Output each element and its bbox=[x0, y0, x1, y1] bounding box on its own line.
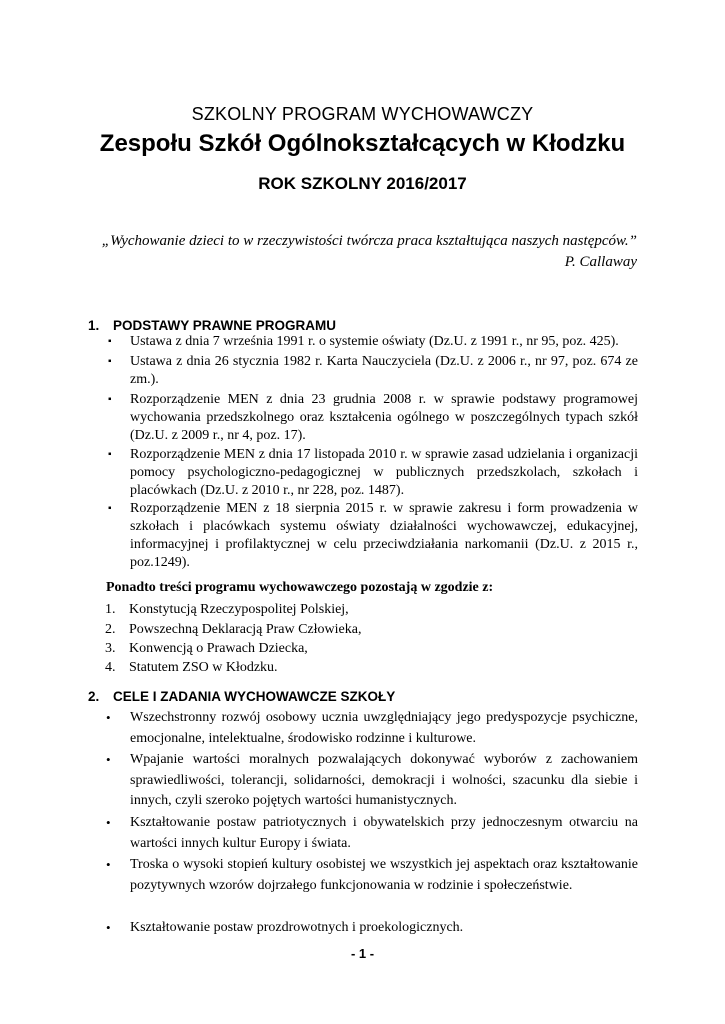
round-bullet-icon: • bbox=[106, 920, 111, 935]
section-1-number: 1. bbox=[88, 318, 100, 333]
list-item: ▪ Ustawa z dnia 7 września 1991 r. o systemie oświaty (Dz.U. z 1991 r., nr 95, poz. 425). bbox=[108, 334, 619, 349]
list-item: • Wszechstronny rozwój osobowy ucznia uwzględniający jego predyspozycje psychiczne, emocjonalne, intelektualne, środowisko rodzinne i kulturowe. bbox=[106, 710, 638, 746]
square-bullet-icon: ▪ bbox=[108, 449, 112, 460]
list-item: 1. Konstytucją Rzeczypospolitej Polskiej, bbox=[105, 602, 349, 617]
list-item: • Wpajanie wartości moralnych pozwalających dokonywać wyborów z zachowaniem sprawiedliwości, tolerancji, solidarności, demokracji i wolności, szacunku dla siebie i innych, czyli szeroko pojętych wartości humanistycznych. bbox=[106, 752, 638, 808]
program-title: SZKOLNY PROGRAM WYCHOWAWCZY bbox=[191, 104, 534, 124]
list-item: • Kształtowanie postaw patriotycznych i obywatelskich przy jednoczesnym otwarciu na wartości innych kultur Europy i świata. bbox=[106, 815, 638, 851]
list-item: 2. Powszechną Deklaracją Praw Człowieka, bbox=[105, 622, 362, 637]
round-bullet-icon: • bbox=[106, 752, 111, 767]
section-1-title: PODSTAWY PRAWNE PROGRAMU bbox=[113, 318, 337, 333]
section-1-heading bbox=[88, 318, 336, 333]
square-bullet-icon: ▪ bbox=[108, 503, 112, 514]
round-bullet-icon: • bbox=[106, 857, 111, 872]
list-item: ▪ Ustawa z dnia 26 stycznia 1982 r. Karta Nauczyciela (Dz.U. z 2006 r., nr 97, poz. 674 ze zm.). bbox=[108, 354, 638, 387]
section-2-number: 2. bbox=[88, 689, 100, 704]
list-item: ▪ Rozporządzenie MEN z dnia 23 grudnia 2008 r. w sprawie podstawy programowej wychowania przedszkolnego oraz kształcenia ogólnego w poszczególnych typach szkół (Dz.U. z 2009 r., nr 4, poz. 17). bbox=[108, 392, 638, 443]
square-bullet-icon: ▪ bbox=[108, 356, 112, 367]
list-item: ▪ Rozporządzenie MEN z dnia 17 listopada 2010 r. w sprawie zasad udzielania i organizacji pomocy psychologiczno-pedagogicznej w publicznych przedszkolach, szkołach i placówkach (Dz.U. z 2010 r., nr 228, poz. 1487). bbox=[108, 447, 638, 498]
school-year-title: ROK SZKOLNY 2016/2017 bbox=[258, 174, 467, 193]
round-bullet-icon: • bbox=[106, 710, 111, 725]
school-name-title: Zespołu Szkół Ogólnokształcących w Kłodzku bbox=[99, 130, 626, 157]
list-item: 3. Konwencją o Prawach Dziecka, bbox=[105, 641, 308, 656]
list-item: 4. Statutem ZSO w Kłodzku. bbox=[105, 660, 278, 675]
section-2-title: CELE I ZADANIA WYCHOWAWCZE SZKOŁY bbox=[113, 689, 396, 704]
list-item: • Troska o wysoki stopień kultury osobistej we wszystkich jej aspektach oraz kształtowanie pozytywnych wzorów dojrzałego funkcjonowania w rodzinie i społeczeństwie. bbox=[106, 857, 638, 893]
motto-author: P. Callaway bbox=[564, 254, 637, 270]
list-item: • Kształtowanie postaw prozdrowotnych i proekologicznych. bbox=[130, 918, 638, 939]
section-2-heading bbox=[88, 689, 395, 704]
motto-quote: „Wychowanie dzieci to w rzeczywistości twórcza praca kształtująca naszych następców.” bbox=[101, 233, 637, 249]
consistency-intro: Ponadto treści programu wychowawczego pozostają w zgodzie z: bbox=[106, 580, 494, 595]
round-bullet-icon: • bbox=[106, 815, 111, 830]
square-bullet-icon: ▪ bbox=[108, 394, 112, 405]
list-item: ▪ Rozporządzenie MEN z 18 sierpnia 2015 r. w sprawie zakresu i form prowadzenia w szkołach i placówkach systemu oświaty działalności wychowawczej, edukacyjnej, informacyjnej i profilaktycznej w celu przeciwdziałania narkomanii (Dz.U. z 2015 r., poz.1249). bbox=[108, 501, 638, 570]
page-number: - 1 - bbox=[350, 946, 375, 961]
square-bullet-icon: ▪ bbox=[108, 336, 112, 347]
